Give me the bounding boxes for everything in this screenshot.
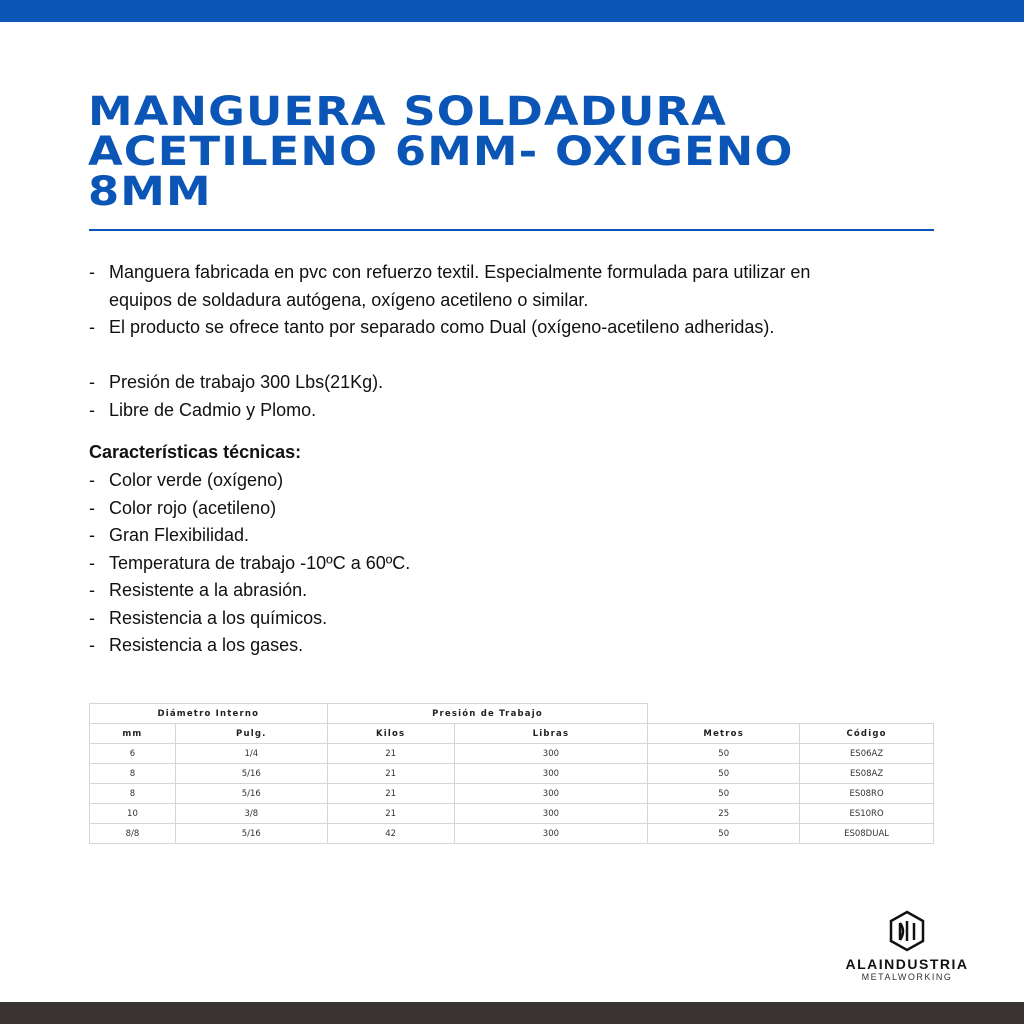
brand-name: ALAINDUSTRIA [845, 956, 969, 972]
bullet-dash: - [89, 262, 95, 282]
cell-metros: 50 [648, 784, 800, 804]
cell-metros: 50 [648, 824, 800, 844]
table-row [90, 804, 934, 824]
group-header-presion: Presión de Trabajo [327, 704, 648, 724]
bullet-dash: - [89, 552, 95, 573]
cell-libras: 300 [454, 784, 648, 804]
cell-pulg: 5/16 [175, 824, 327, 844]
bullet-dash: - [89, 635, 95, 655]
spacer [89, 342, 939, 370]
hexagon-ali-icon [889, 910, 925, 952]
tech-item-text: Color rojo (acetileno) [109, 497, 277, 518]
cell-kilos: 21 [327, 744, 454, 764]
cell-libras: 300 [454, 824, 648, 844]
tech-item-text: Temperatura de trabajo -10ºC a 60ºC. [109, 552, 411, 573]
brand-logo [824, 910, 990, 984]
cell-metros: 50 [648, 744, 800, 764]
brand-tagline: METALWORKING [861, 972, 953, 982]
cell-codigo: ES08AZ [800, 764, 934, 784]
table-row [90, 764, 934, 784]
cell-codigo: ES10RO [800, 804, 934, 824]
bullet-dash: - [89, 607, 95, 628]
bullet-dash: - [89, 525, 95, 545]
bullet-text: Libre de Cadmio y Plomo. [109, 399, 317, 420]
bullet-text: Manguera fabricada en pvc con refuerzo textil. Especialmente formulada para utilizar en [109, 262, 811, 282]
tech-item [89, 605, 939, 633]
table-group-header-row [90, 704, 934, 724]
tech-item [89, 495, 939, 523]
cell-pulg: 1/4 [175, 744, 327, 764]
cell-pulg: 5/16 [175, 764, 327, 784]
cell-codigo: ES08RO [800, 784, 934, 804]
cell-mm: 10 [90, 804, 176, 824]
bullet-item [89, 259, 939, 314]
tech-item [89, 550, 939, 578]
table-header-row [90, 724, 934, 744]
tech-heading: Características técnicas: [89, 442, 302, 462]
cell-pulg: 3/8 [175, 804, 327, 824]
column-header: Libras [454, 724, 648, 744]
bullet-dash: - [89, 317, 95, 337]
cell-codigo: ES06AZ [800, 744, 934, 764]
bullet-item [89, 397, 939, 425]
tech-item [89, 632, 939, 660]
page-title [88, 89, 1024, 215]
tech-item-text: Resistencia a los químicos. [109, 607, 328, 628]
column-header: Metros [648, 724, 800, 744]
cell-kilos: 21 [327, 784, 454, 804]
cell-mm: 6 [90, 744, 176, 764]
title-line-3: 8MM [88, 169, 212, 215]
cell-libras: 300 [454, 804, 648, 824]
table-row [90, 824, 934, 844]
bullet-dash: - [89, 372, 95, 392]
column-header: Kilos [327, 724, 454, 744]
product-description [89, 259, 939, 660]
title-divider [89, 229, 934, 231]
tech-item [89, 467, 939, 495]
cell-metros: 50 [648, 764, 800, 784]
group-header-empty [648, 704, 934, 724]
cell-metros: 25 [648, 804, 800, 824]
top-accent-bar [0, 0, 1024, 22]
column-header: Pulg. [175, 724, 327, 744]
column-header: Código [800, 724, 934, 744]
title-line-1: MANGUERA SOLDADURA [88, 89, 727, 135]
tech-item-text: Color verde (oxígeno) [109, 470, 284, 490]
cell-libras: 300 [454, 764, 648, 784]
table-row [90, 784, 934, 804]
title-line-2: ACETILENO 6MM- OXIGENO [88, 129, 794, 175]
tech-item [89, 522, 939, 550]
specs-table [89, 703, 934, 844]
bullet-text: El producto se ofrece tanto por separado como Dual (oxígeno-acetileno adheridas). [109, 317, 775, 337]
cell-mm: 8 [90, 764, 176, 784]
cell-mm: 8 [90, 784, 176, 804]
group-header-diametro: Diámetro Interno [90, 704, 328, 724]
bullet-dash: - [89, 580, 95, 600]
bullet-text: Presión de trabajo 300 Lbs(21Kg). [109, 372, 384, 392]
bullet-dash: - [89, 497, 95, 518]
column-header: mm [90, 724, 176, 744]
tech-item [89, 577, 939, 605]
bullet-item [89, 314, 939, 342]
cell-pulg: 5/16 [175, 784, 327, 804]
tech-item-text: Resistente a la abrasión. [109, 580, 308, 600]
bullet-dash: - [89, 399, 95, 420]
tech-item-text: Gran Flexibilidad. [109, 525, 250, 545]
cell-kilos: 21 [327, 764, 454, 784]
cell-codigo: ES08DUAL [800, 824, 934, 844]
bullet-dash: - [89, 470, 95, 490]
footer-bar [0, 1002, 1024, 1024]
tech-item-text: Resistencia a los gases. [109, 635, 304, 655]
cell-kilos: 21 [327, 804, 454, 824]
cell-libras: 300 [454, 744, 648, 764]
cell-mm: 8/8 [90, 824, 176, 844]
cell-kilos: 42 [327, 824, 454, 844]
bullet-text: equipos de soldadura autógena, oxígeno acetileno o similar. [109, 289, 589, 310]
table-row [90, 744, 934, 764]
bullet-item [89, 369, 939, 397]
